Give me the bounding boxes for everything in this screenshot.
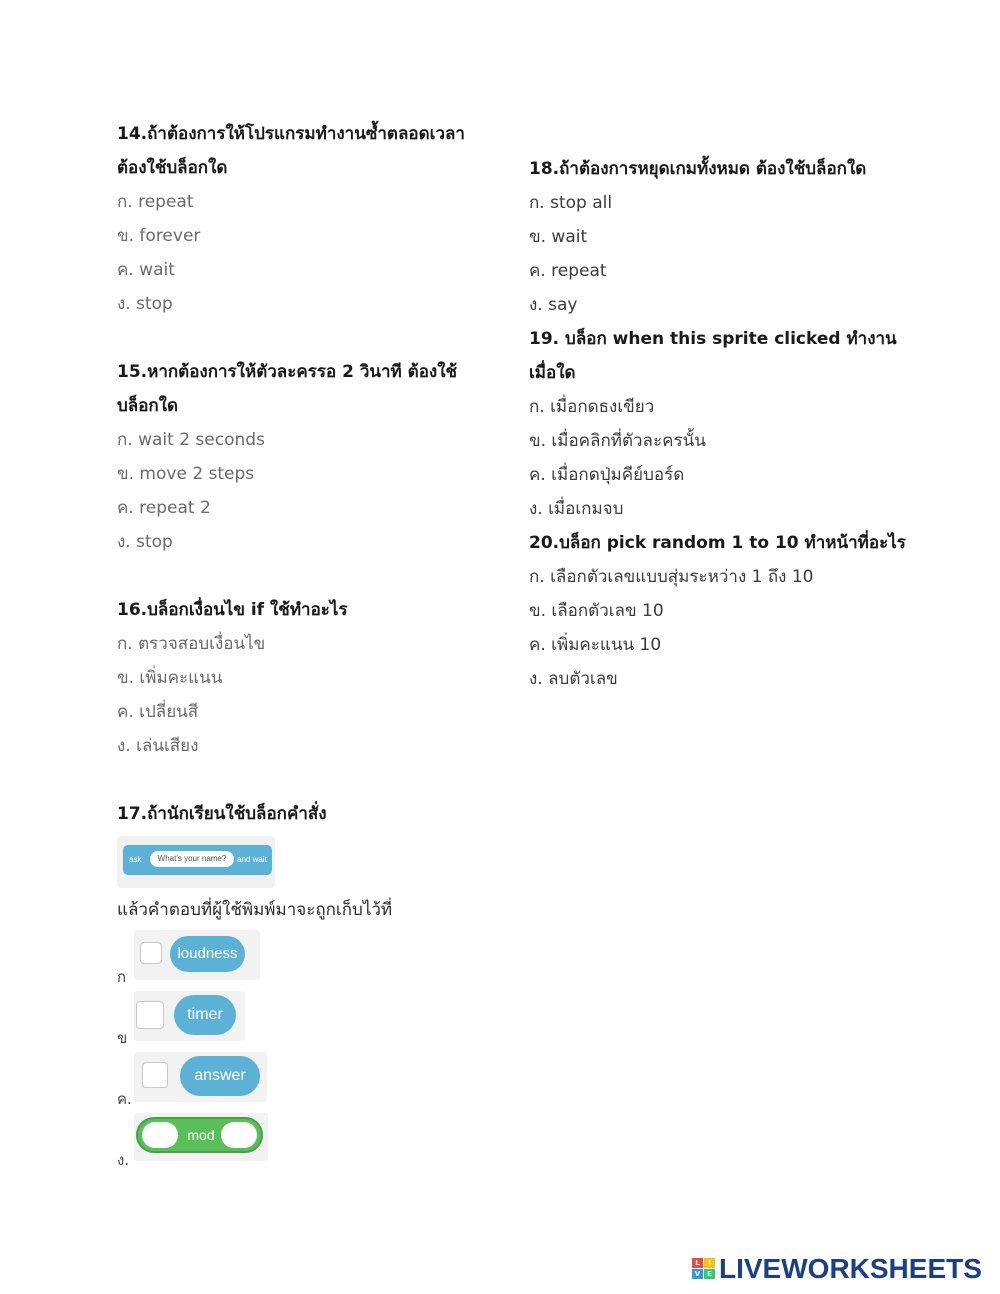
choice-label: ข [117,1029,128,1047]
right-input-slot[interactable] [221,1122,257,1148]
question-14-title-line2: ต้องใช้บล็อกใด [117,158,228,178]
spacer [117,324,517,358]
question-14-option-c[interactable]: ค. wait [117,260,175,280]
choice-label: ง. [117,1151,130,1169]
question-15-option-a[interactable]: ก. wait 2 seconds [117,430,265,450]
mod-operator-block[interactable] [134,1113,268,1161]
question-15-title-line2: บล็อกใด [117,396,179,416]
ask-block-image [117,836,275,888]
and-wait-keyword: and wait [237,855,267,864]
question-20 [529,529,969,699]
timer-reporter[interactable] [134,991,245,1041]
question-16 [117,596,517,766]
question-14-option-b[interactable]: ข. forever [117,226,201,246]
right-column [529,155,969,699]
logo-icon-letter: E [704,1269,715,1279]
logo-icon-letter: L [692,1258,703,1268]
question-19-option-d[interactable]: ง. เมื่อเกมจบ [529,499,624,519]
answer-reporter[interactable] [134,1052,267,1102]
ask-keyword: ask [129,855,142,864]
liveworksheets-logo[interactable] [692,1254,992,1284]
ask-and-wait-block [123,845,272,875]
question-15-option-b[interactable]: ข. move 2 steps [117,464,255,484]
loudness-reporter[interactable] [134,930,260,980]
logo-icon-letter: V [692,1269,703,1279]
question-19-title-line2: เมื่อใด [529,363,576,383]
checkbox[interactable] [142,1062,168,1088]
logo-wordmark: LIVEWORKSHEETS [719,1253,982,1284]
choice-label: ค. [117,1090,132,1108]
question-16-option-a[interactable]: ก. ตรวจสอบเงื่อนไข [117,634,266,654]
mod-block [136,1117,263,1153]
question-18-option-b[interactable]: ข. wait [529,227,588,247]
question-17-choice-d[interactable] [117,1113,517,1174]
question-19-option-a[interactable]: ก. เมื่อกดธงเขียว [529,397,655,417]
checkbox[interactable] [140,942,162,964]
question-17-choice-b[interactable] [117,991,517,1052]
question-18-option-c[interactable]: ค. repeat [529,261,607,281]
question-16-title: 16.บล็อกเงื่อนไข if ใช้ทำอะไร [117,600,348,620]
reporter-pill: answer [180,1056,260,1096]
question-19-option-b[interactable]: ข. เมื่อคลิกที่ตัวละครนั้น [529,431,706,451]
logo-icon-letter: I [704,1258,715,1268]
question-17-prompt: แล้วคำตอบที่ผู้ใช้พิมพ์มาจะถูกเก็บไว้ที่ [117,900,393,920]
mod-label: mod [187,1127,215,1143]
question-15-option-d[interactable]: ง. stop [117,532,173,552]
question-19 [529,325,969,529]
question-17-choice-c[interactable] [117,1052,517,1113]
question-18 [529,155,969,325]
spacer [117,766,517,800]
question-19-option-c[interactable]: ค. เมื่อกดปุ่มคีย์บอร์ด [529,465,685,485]
question-18-option-a[interactable]: ก. stop all [529,193,613,213]
question-15-title-line1: 15.หากต้องการให้ตัวละครรอ 2 วินาที ต้องใช้ [117,362,458,382]
question-16-option-c[interactable]: ค. เปลี่ยนสี [117,702,199,722]
question-17-title: 17.ถ้านักเรียนใช้บล็อกคำสั่ง [117,804,327,824]
question-17 [117,800,517,1174]
question-20-option-d[interactable]: ง. ลบตัวเลข [529,669,618,689]
question-18-title: 18.ถ้าต้องการหยุดเกมทั้งหมด ต้องใช้บล็อกใด [529,159,867,179]
question-14-option-d[interactable]: ง. stop [117,294,173,314]
question-15 [117,358,517,562]
question-17-choice-a[interactable] [117,930,517,991]
reporter-pill: loudness [170,936,245,972]
choice-label: ก [117,968,127,986]
question-16-option-d[interactable]: ง. เล่นเสียง [117,736,199,756]
question-14 [117,120,517,324]
question-20-title: 20.บล็อก pick random 1 to 10 ทำหน้าที่อะไร [529,533,906,553]
question-20-option-b[interactable]: ข. เลือกตัวเลข 10 [529,601,664,621]
question-14-option-a[interactable]: ก. repeat [117,192,194,212]
question-20-option-c[interactable]: ค. เพิ่มคะแนน 10 [529,635,662,655]
question-16-option-b[interactable]: ข. เพิ่มคะแนน [117,668,223,688]
reporter-pill: timer [174,995,236,1035]
question-15-option-c[interactable]: ค. repeat 2 [117,498,211,518]
spacer [117,562,517,596]
left-column [117,120,517,1174]
left-input-slot[interactable] [142,1122,178,1148]
liveworksheets-icon [692,1258,716,1280]
ask-prompt-pill: What's your name? [150,851,234,867]
question-19-title-line1: 19. บล็อก when this sprite clicked ทำงาน [529,329,897,349]
question-18-option-d[interactable]: ง. say [529,295,578,315]
checkbox[interactable] [136,1001,164,1029]
question-14-title-line1: 14.ถ้าต้องการให้โปรแกรมทำงานซ้ำตลอดเวลา [117,124,465,144]
question-20-option-a[interactable]: ก. เลือกตัวเลขแบบสุ่มระหว่าง 1 ถึง 10 [529,567,814,587]
